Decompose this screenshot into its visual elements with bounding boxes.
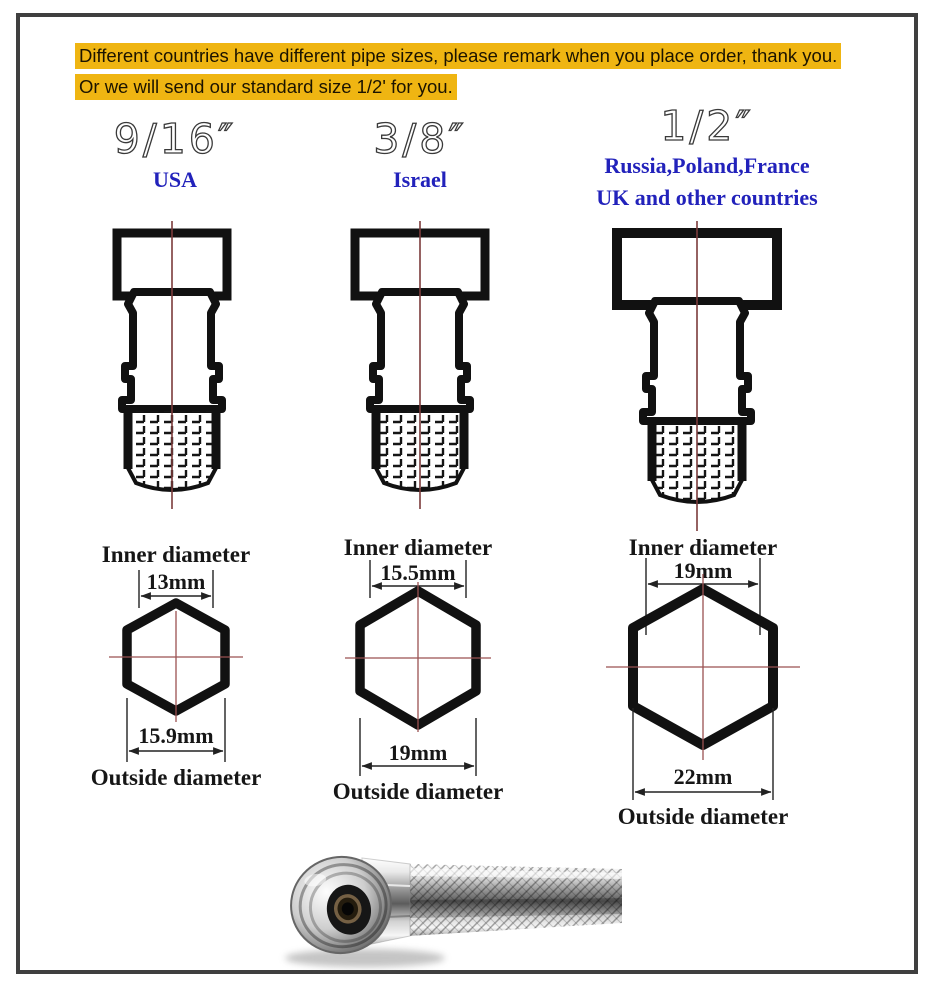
- outer-diameter-value: 19mm: [388, 740, 448, 765]
- size-heading-38: 3/8″: [373, 115, 467, 163]
- country-label-russia-line2: UK and other countries: [596, 185, 818, 210]
- hex-diagram-38: [293, 532, 543, 812]
- inner-diameter-label: Inner diameter: [628, 535, 778, 560]
- inner-diameter-label: Inner diameter: [343, 535, 493, 560]
- size-heading-916: 9/16″: [113, 115, 237, 163]
- product-info-panel: [16, 13, 918, 974]
- notice-line-2: Or we will send our standard size 1/2' for you.: [75, 74, 457, 100]
- hex-diagram-12: [578, 532, 828, 832]
- size-heading-12: 1/2″: [660, 102, 754, 150]
- pipe-fitting-drawing-38: [335, 216, 505, 516]
- outer-diameter-label: Outside diameter: [90, 765, 262, 790]
- pipe-fitting-drawing-12: [597, 216, 797, 536]
- pipe-fitting-drawing-916: [92, 216, 252, 516]
- braided-hose-photo: [270, 842, 650, 982]
- outer-diameter-label: Outside diameter: [617, 804, 789, 829]
- inner-diameter-value: 15.5mm: [380, 560, 456, 585]
- hex-diagram-916: [51, 538, 301, 798]
- outer-diameter-value: 22mm: [673, 764, 733, 789]
- hose-shadow: [285, 949, 445, 967]
- inner-diameter-value: 13mm: [146, 569, 206, 594]
- outer-diameter-label: Outside diameter: [332, 779, 504, 804]
- inner-diameter-label: Inner diameter: [101, 542, 251, 567]
- notice-line-1: Different countries have different pipe sizes, please remark when you place order, thank you.: [75, 43, 841, 69]
- country-label-russia-line1: Russia,Poland,France: [604, 153, 810, 178]
- country-label-usa: USA: [152, 167, 197, 192]
- inner-diameter-value: 19mm: [673, 558, 733, 583]
- country-label-israel: Israel: [393, 167, 447, 192]
- outer-diameter-value: 15.9mm: [138, 723, 214, 748]
